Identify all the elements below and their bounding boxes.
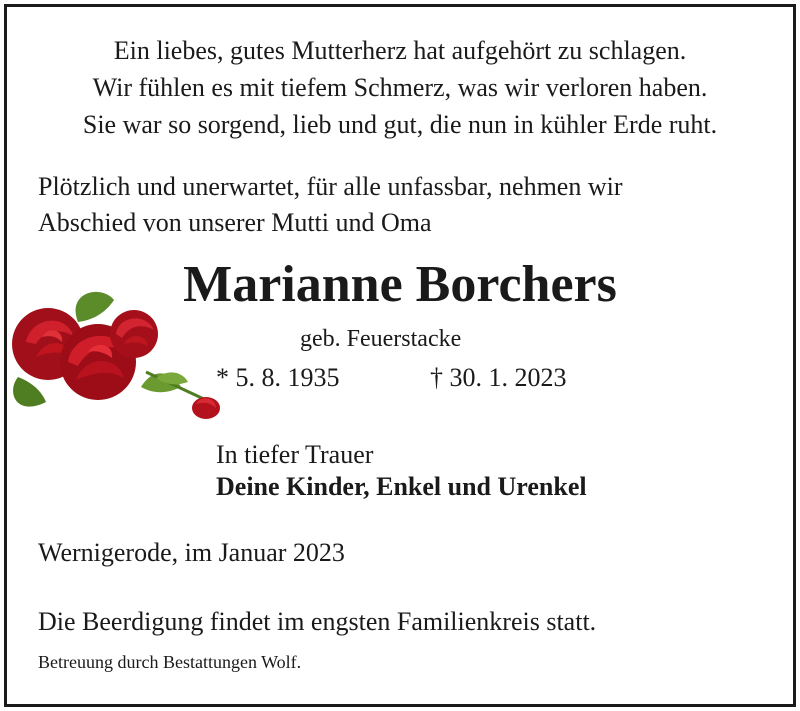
poem-line: Sie war so sorgend, lieb und gut, die nun in kühler Erde ruht. — [82, 110, 718, 139]
deceased-name: Marianne Borchers — [183, 256, 617, 313]
poem — [0, 32, 800, 143]
intro-line: Plötzlich und unerwartet, für alle unfassbar, nehmen wir — [38, 172, 623, 201]
maiden-name: geb. Feuerstacke — [300, 326, 462, 352]
intro-line: Abschied von unserer Mutti und Oma — [38, 208, 432, 237]
poem-line: Ein liebes, gutes Mutterherz hat aufgehört zu schlagen. — [113, 36, 687, 65]
red-roses-icon — [6, 282, 224, 427]
funeral-notice: Die Beerdigung findet im engsten Familienkreis statt. — [38, 607, 597, 636]
birth-date: * 5. 8. 1935 — [216, 363, 340, 392]
intro-text — [38, 169, 765, 241]
undertaker-note: Betreuung durch Bestattungen Wolf. — [38, 652, 302, 672]
death-date: † 30. 1. 2023 — [430, 363, 567, 392]
signers: Deine Kinder, Enkel und Urenkel — [216, 472, 587, 501]
mourning-line: In tiefer Trauer — [216, 440, 374, 469]
poem-line: Wir fühlen es mit tiefem Schmerz, was wir verloren haben. — [92, 73, 708, 102]
place-date: Wernigerode, im Januar 2023 — [38, 538, 345, 567]
